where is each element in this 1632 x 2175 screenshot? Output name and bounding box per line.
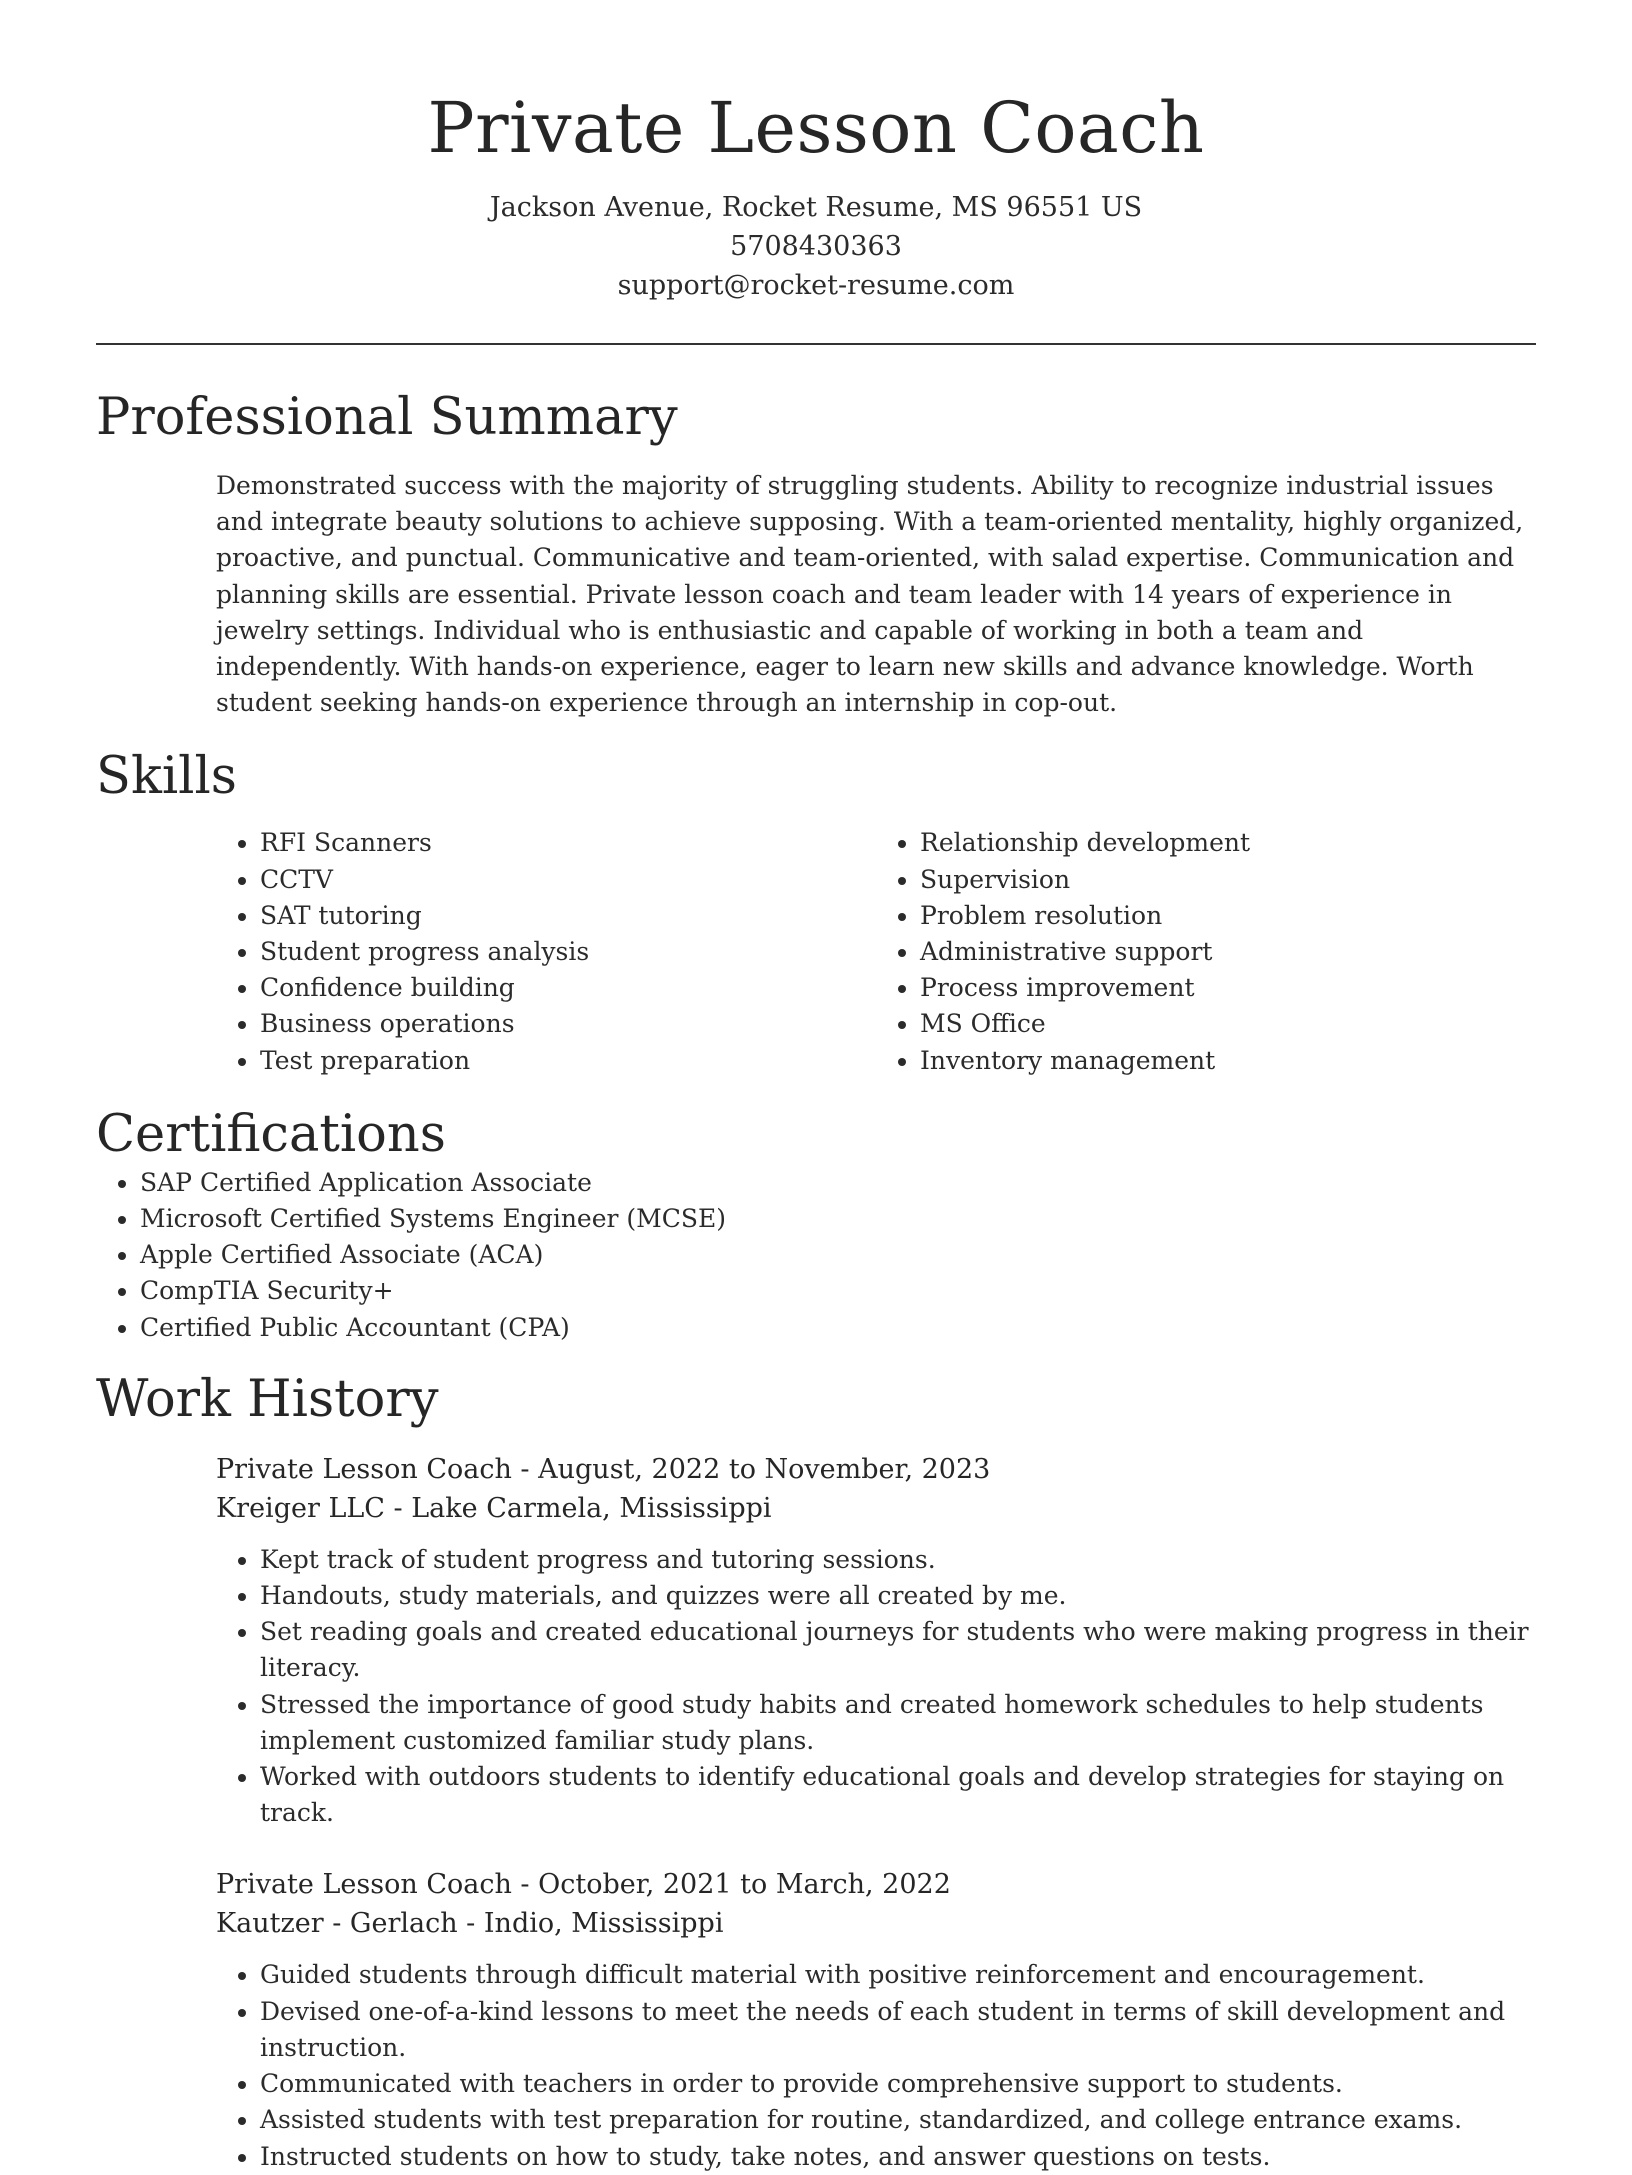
- job-duty-item: • Devised one-of-a-kind lessons to meet the needs of each student in terms of skill development and instruction.: [260, 1994, 1536, 2066]
- skill-item: • Student progress analysis: [260, 934, 876, 970]
- job-duty-item: • Instructed students on how to study, take notes, and answer questions on tests.: [260, 2139, 1536, 2175]
- skill-item: • SAT tutoring: [260, 898, 876, 934]
- section-title-certifications: Certifications: [96, 1104, 446, 1164]
- job-duty-item: • Handouts, study materials, and quizzes were all created by me.: [260, 1578, 1536, 1614]
- contact-address: Jackson Avenue, Rocket Resume, MS 96551 US: [489, 192, 1143, 223]
- job-duty-item: • Assisted students with test preparation for routine, standardized, and college entrance exams.: [260, 2102, 1536, 2138]
- summary-text: Demonstrated success with the majority of struggling students. Ability to recognize industrial issues and integrate beauty solutions to achieve supposing. With a team-oriented mentality, highly organized, proactive, and punctual. Communicative and team-oriented, with salad expertise. Communication and planning skills are essential. Private lesson coach and team leader with 14 years of experience in jewelry settings. Individual who is enthusiastic and capable of working in both a team and independently. With hands-on experience, eager to learn new skills and advance knowledge. Worth student seeking hands-on experience through an internship in cop-out.: [216, 471, 1524, 718]
- contact-email: support@rocket-resume.com: [617, 270, 1015, 301]
- resume-page: [96, 0, 1536, 2175]
- job-duty-item: • Guided students through difficult material with positive reinforcement and encouragement.: [260, 1957, 1536, 1993]
- skill-item: • CCTV: [260, 862, 876, 898]
- skills-list-right: [876, 825, 1536, 1078]
- certification-item: • Certified Public Accountant (CPA): [140, 1310, 1536, 1346]
- certification-item: • Microsoft Certified Systems Engineer (MCSE): [140, 1201, 1536, 1237]
- skill-item: • RFI Scanners: [260, 825, 876, 861]
- job-role-dates: Private Lesson Coach - October, 2021 to March, 2022: [216, 1869, 951, 1901]
- candidate-name: Private Lesson Coach: [427, 87, 1205, 169]
- skill-item: • Inventory management: [920, 1043, 1536, 1079]
- job-company-location: Kreiger LLC - Lake Carmela, Mississippi: [216, 1492, 772, 1524]
- skill-item: • Confidence building: [260, 970, 876, 1006]
- skill-item: • Relationship development: [920, 825, 1536, 861]
- skill-item: • Test preparation: [260, 1043, 876, 1079]
- certification-item: • CompTIA Security+: [140, 1273, 1536, 1309]
- section-title-summary: Professional Summary: [96, 388, 678, 447]
- job-duty-item: • Communicated with teachers in order to provide comprehensive support to students.: [260, 2066, 1536, 2102]
- job-duties-list: [216, 1957, 1536, 2174]
- job-duty-item: • Worked with outdoors students to identify educational goals and develop strategies for staying on track.: [260, 1759, 1536, 1831]
- contact-phone: 5708430363: [730, 231, 902, 262]
- skill-item: • Business operations: [260, 1006, 876, 1042]
- certifications-list: [96, 1165, 1536, 1346]
- certification-item: • SAP Certified Application Associate: [140, 1165, 1536, 1201]
- job-company-location: Kautzer - Gerlach - Indio, Mississippi: [216, 1908, 724, 1940]
- section-title-skills: Skills: [96, 747, 237, 807]
- job-role-dates: Private Lesson Coach - August, 2022 to November, 2023: [216, 1453, 991, 1485]
- job-duties-list: [216, 1542, 1536, 1832]
- job-duty-item: • Set reading goals and created educational journeys for students who were making progress in their literacy.: [260, 1614, 1536, 1686]
- job-duty-item: • Kept track of student progress and tutoring sessions.: [260, 1542, 1536, 1578]
- skill-item: • MS Office: [920, 1006, 1536, 1042]
- header-divider: [96, 343, 1536, 345]
- job-entry: [216, 1865, 1536, 2174]
- section-title-work-history: Work History: [96, 1369, 439, 1429]
- job-duty-item: • Stressed the importance of good study habits and created homework schedules to help students implement customized familiar study plans.: [260, 1687, 1536, 1759]
- skill-item: • Process improvement: [920, 970, 1536, 1006]
- skill-item: • Administrative support: [920, 934, 1536, 970]
- contact-block: [96, 188, 1536, 305]
- certification-item: • Apple Certified Associate (ACA): [140, 1237, 1536, 1273]
- skills-list-left: [216, 825, 876, 1078]
- skill-item: • Problem resolution: [920, 898, 1536, 934]
- job-entry: [216, 1450, 1536, 1832]
- skill-item: • Supervision: [920, 862, 1536, 898]
- skills-columns: [216, 825, 1536, 1078]
